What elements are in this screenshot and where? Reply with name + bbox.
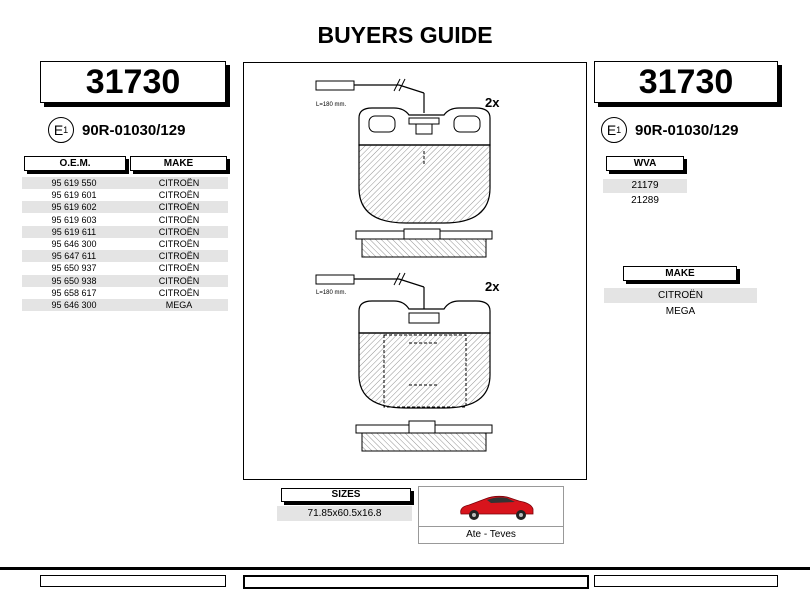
- oem-number: 95 650 938: [51, 275, 97, 286]
- next-part-box-left: [40, 575, 226, 587]
- wva-header: WVA: [606, 156, 684, 171]
- table-row: [22, 287, 228, 299]
- oem-number: 95 619 601: [51, 190, 97, 201]
- oem-make: CITROËN: [158, 239, 200, 249]
- drawing-frame: [243, 62, 587, 480]
- table-row: [22, 214, 228, 226]
- approval-mark-left: [48, 117, 185, 143]
- table-row: [22, 299, 228, 311]
- oem-number: 95 646 300: [51, 300, 97, 310]
- sizes-header: SIZES: [281, 488, 411, 502]
- table-row: [22, 189, 228, 201]
- oem-make: CITROËN: [158, 251, 200, 262]
- bottom-wire-length: L=180 mm.: [316, 290, 347, 296]
- car-icon: [419, 487, 563, 525]
- wva-value-1: 21179: [603, 179, 687, 193]
- oem-make: CITROËN: [158, 190, 200, 201]
- oem-make: MEGA: [165, 300, 193, 310]
- table-row: [22, 250, 228, 262]
- table-row: [22, 177, 228, 189]
- page-title: BUYERS GUIDE: [317, 22, 493, 48]
- oem-make: CITROËN: [158, 214, 200, 225]
- table-row: [22, 275, 228, 287]
- oem-make: CITROËN: [158, 226, 200, 237]
- brake-pad-drawing: [244, 63, 586, 479]
- make-header: MAKE: [130, 156, 227, 171]
- oem-number: 95 658 617: [51, 287, 97, 298]
- oem-number: 95 646 300: [51, 239, 97, 249]
- oem-make: CITROËN: [158, 178, 200, 188]
- table-row: [22, 226, 228, 238]
- oem-number: 95 619 603: [51, 214, 97, 225]
- oem-number: 95 650 937: [51, 263, 97, 274]
- oem-make: CITROËN: [158, 202, 200, 213]
- oem-make: CITROËN: [158, 275, 200, 286]
- oem-make: CITROËN: [158, 287, 200, 298]
- top-wire-length: L=180 mm.: [316, 102, 347, 108]
- approval-mark-right: [601, 117, 738, 143]
- brake-system-label: Ate - Teves: [419, 526, 563, 543]
- table-row: [22, 238, 228, 250]
- oem-number: 95 619 611: [51, 226, 97, 237]
- oem-header: O.E.M.: [24, 156, 126, 171]
- table-row: [22, 262, 228, 274]
- bottom-quantity: 2x: [485, 279, 500, 294]
- next-drawing-frame: [243, 575, 589, 589]
- make-list-item-1: CITROËN: [604, 288, 757, 303]
- oem-number: 95 619 602: [51, 202, 97, 213]
- make-list-header: MAKE: [623, 266, 737, 281]
- approval-code: 90R-01030/129: [635, 121, 739, 139]
- top-quantity: 2x: [485, 95, 500, 110]
- oem-make: CITROËN: [158, 263, 200, 274]
- oem-number: 95 647 611: [51, 251, 97, 262]
- sizes-value: 71.85x60.5x16.8: [277, 506, 412, 521]
- make-list-item-2: MEGA: [665, 306, 696, 317]
- top-pad: [316, 79, 500, 257]
- oem-number: 95 619 550: [51, 178, 97, 188]
- wva-value-2: 21289: [631, 195, 659, 206]
- brake-system-box: [418, 486, 564, 544]
- approval-code: 90R-01030/129: [82, 121, 186, 139]
- e-mark-icon: E 1: [601, 117, 627, 143]
- next-part-box-right: [594, 575, 778, 587]
- e-mark-icon: E 1: [48, 117, 74, 143]
- bottom-divider: [0, 567, 810, 570]
- bottom-pad: [316, 273, 500, 451]
- part-number-box-right: 31730: [594, 61, 778, 103]
- table-row: [22, 201, 228, 213]
- part-number-box-left: 31730: [40, 61, 226, 103]
